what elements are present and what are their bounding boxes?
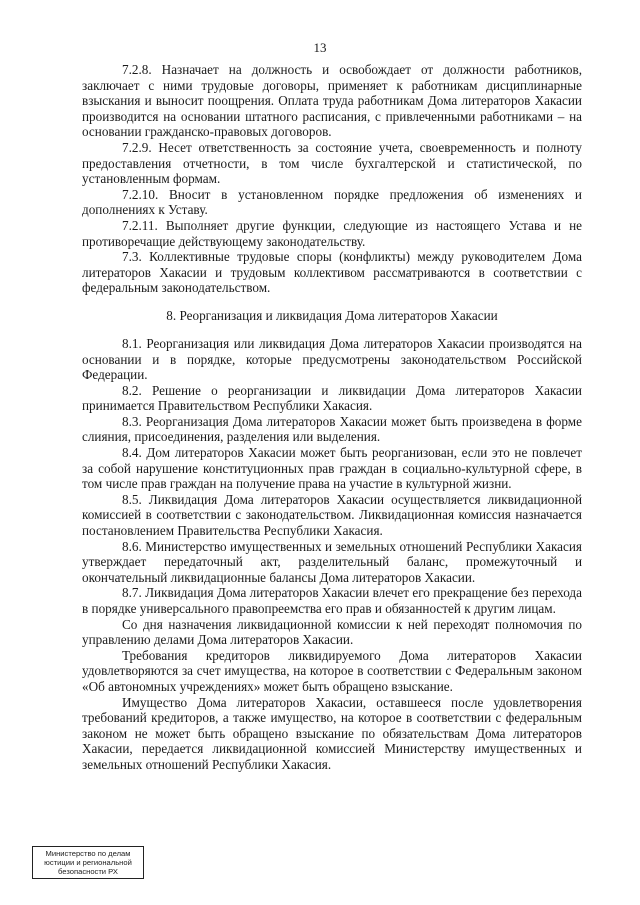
paragraph-8-6: 8.6. Министерство имущественных и земельных отношений Республики Хакасия утверждает передаточный акт, разделительный баланс, промежуточный и окончательный ликвидационные балансы Дома литераторов Хакасии. [82,538,582,585]
stamp-line: Министерство по делам [45,849,131,858]
paragraph-8-1: 8.1. Реорганизация или ликвидация Дома литераторов Хакасии производятся на основании и в порядке, которые предусмотрены законодательством Российской Федерации. [82,335,582,383]
section-heading: 8. Реорганизация и ликвидация Дома литераторов Хакасии [166,307,498,323]
stamp-line: безопасности РХ [58,867,118,876]
stamp-line: юстиции и региональной [44,858,132,867]
paragraph-creditor-claims: Требования кредиторов ликвидируемого Дома литераторов Хакасии удовлетворяются за счет имущества, на которое в соответствии с Федеральным законом «Об автономных учреждениях» может быть обращено взыскание. [82,647,582,694]
paragraph-remaining-property: Имущество Дома литераторов Хакасии, оставшееся после удовлетворения требований кредиторов, а также имущество, на которое в соответствии с федеральным законом не может быть обращено взыскание по обязательствам Дома литераторов Хакасии, передается ликвидационной комиссией Министерству имущественных и земельных отношений Республики Хакасия. [82,694,582,772]
paragraph-7-2-8: 7.2.8. Назначает на должность и освобождает от должности работников, заключает с ними трудовые договоры, применяет к работникам дисциплинарные взыскания и выносит поощрения. Оплата труда работникам Дома литераторов Хакасии производится на основании штатного расписания, с привлеченными работниками – на основании гражданско-правовых договоров. [82,62,582,140]
paragraph-7-2-11: 7.2.11. Выполняет другие функции, следующие из настоящего Устава и не противоречащие действующему законодательству. [82,217,582,249]
ministry-stamp [32,846,144,879]
paragraph-8-4: 8.4. Дом литераторов Хакасии может быть реорганизован, если это не повлечет за собой нарушение конституционных прав граждан в социально-культурной сфере, в том числе прав граждан на получение права на участие в культурной жизни. [82,445,582,492]
paragraph-7-2-10: 7.2.10. Вносит в установленном порядке предложения об изменениях и дополнениях к Уставу. [82,186,582,218]
paragraph-7-3: 7.3. Коллективные трудовые споры (конфликты) между руководителем Дома литераторов Хакасии и трудовым коллективом рассматриваются в соответствии с федеральным законодательством. [82,249,582,296]
paragraph-8-3: 8.3. Реорганизация Дома литераторов Хакасии может быть произведена в форме слияния, присоединения, разделения или выделения. [82,413,582,445]
paragraph-commission-powers: Со дня назначения ликвидационной комиссии к ней переходят полномочия по управлению делами Дома литераторов Хакасии. [82,616,582,648]
document-body [82,62,582,773]
paragraph-7-2-9: 7.2.9. Несет ответственность за состояние учета, своевременность и полноту предоставления отчетности, в том числе бухгалтерской и статистической, по установленным формам. [82,139,582,187]
page-number: 13 [313,40,327,55]
paragraph-8-5: 8.5. Ликвидация Дома литераторов Хакасии осуществляется ликвидационной комиссией в соответствии с законодательством. Ликвидационная комиссия назначается постановлением Правительства Республики Хакасия. [82,491,582,539]
paragraph-8-2: 8.2. Решение о реорганизации и ликвидации Дома литераторов Хакасии принимается Правительством Республики Хакасия. [82,382,582,414]
paragraph-8-7: 8.7. Ликвидация Дома литераторов Хакасии влечет его прекращение без перехода в порядке универсального правопреемства его прав и обязанностей к другим лицам. [82,585,582,616]
